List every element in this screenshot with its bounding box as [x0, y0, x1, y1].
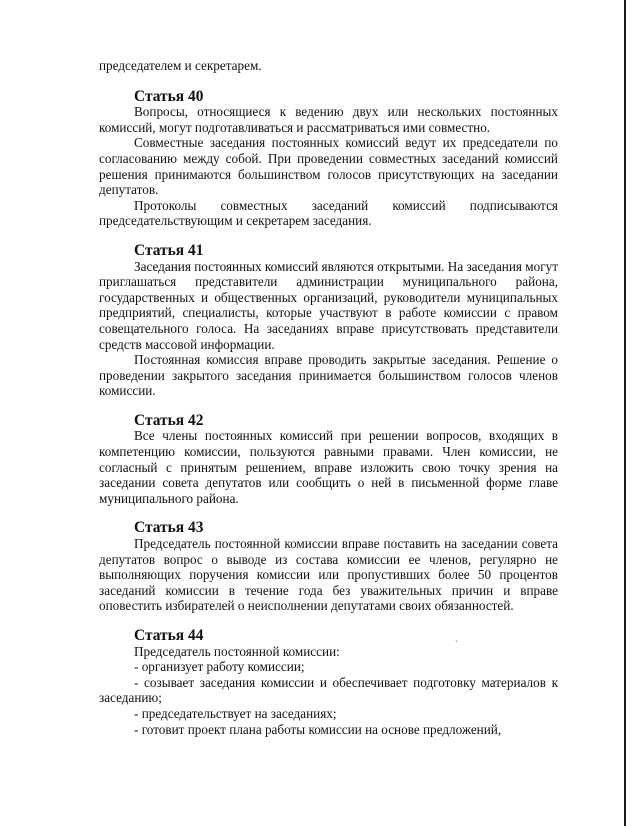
article-paragraph: Заседания постоянных комиссий являются открытыми. На заседания могут приглашаться представители администрации муниципального района, государственных и общественных организаций, руководители муниципальных предприятий, специалисты, которые участвуют в работе комиссии с правом совещательного голоса. На заседаниях вправе присутствовать представители средств массовой информации.: [99, 258, 558, 352]
list-item: - организует работу комиссии;: [134, 659, 305, 675]
article-40: [99, 89, 558, 229]
article-41: [99, 243, 558, 399]
article-paragraph: Постоянная комиссия вправе проводить закрытые заседания. Решение о проведении закрытого заседания принимается большинством голосов членов комиссии.: [99, 352, 558, 399]
article-paragraph: Все члены постоянных комиссий при решении вопросов, входящих в компетенцию комиссии, пользуются равными правами. Член комиссии, не согласный с принятым решением, вправе изложить свою точку зрения на заседании совета депутатов или сообщить о ней в письменной форме главе муниципального района.: [99, 428, 558, 506]
article-paragraph: Председатель постоянной комиссии:: [134, 643, 340, 659]
list-item: - созывает заседания комиссии и обеспечивает подготовку материалов к заседанию;: [99, 674, 558, 706]
article-paragraph: Протоколы совместных заседаний комиссий подписываются председательствующим и секретарем заседания.: [99, 197, 558, 229]
article-title: Статья 41: [134, 241, 204, 259]
article-43: [99, 520, 558, 614]
article-42: [99, 413, 558, 507]
article-paragraph: Председатель постоянной комиссии вправе поставить на заседании совета депутатов вопрос о выводе из состава комиссии ее членов, регулярно не выполняющих поручения комиссии или пропустивших более 50 процентов заседаний комиссии в течение года без уважительных причин и вправе оповестить избирателей о неисполнении депутатами своих обязанностей.: [99, 536, 558, 614]
list-item: - председательствует на заседаниях;: [134, 705, 337, 721]
article-paragraph: Вопросы, относящиеся к ведению двух или нескольких постоянных комиссий, могут подготавливаться и рассматриваться ими совместно.: [99, 104, 558, 135]
article-title: Статья 42: [134, 411, 204, 429]
article-title: Статья 43: [134, 519, 204, 537]
document-body: [99, 58, 558, 737]
article-44: [99, 628, 558, 737]
intro-line: председателем и секретарем.: [99, 58, 262, 73]
article-paragraph: Совместные заседания постоянных комиссий ведут их председатели по согласованию между собой. При проведении совместных заседаний комиссий решения принимаются большинством голосов присутствующих на заседании депутатов.: [99, 135, 558, 198]
list-item: - готовит проект плана работы комиссии на основе предложений,: [134, 721, 502, 737]
article-title: Статья 44: [134, 627, 204, 644]
article-title: Статья 40: [134, 87, 204, 105]
scan-speck: `: [455, 639, 458, 649]
page-edge-line: [624, 0, 626, 826]
